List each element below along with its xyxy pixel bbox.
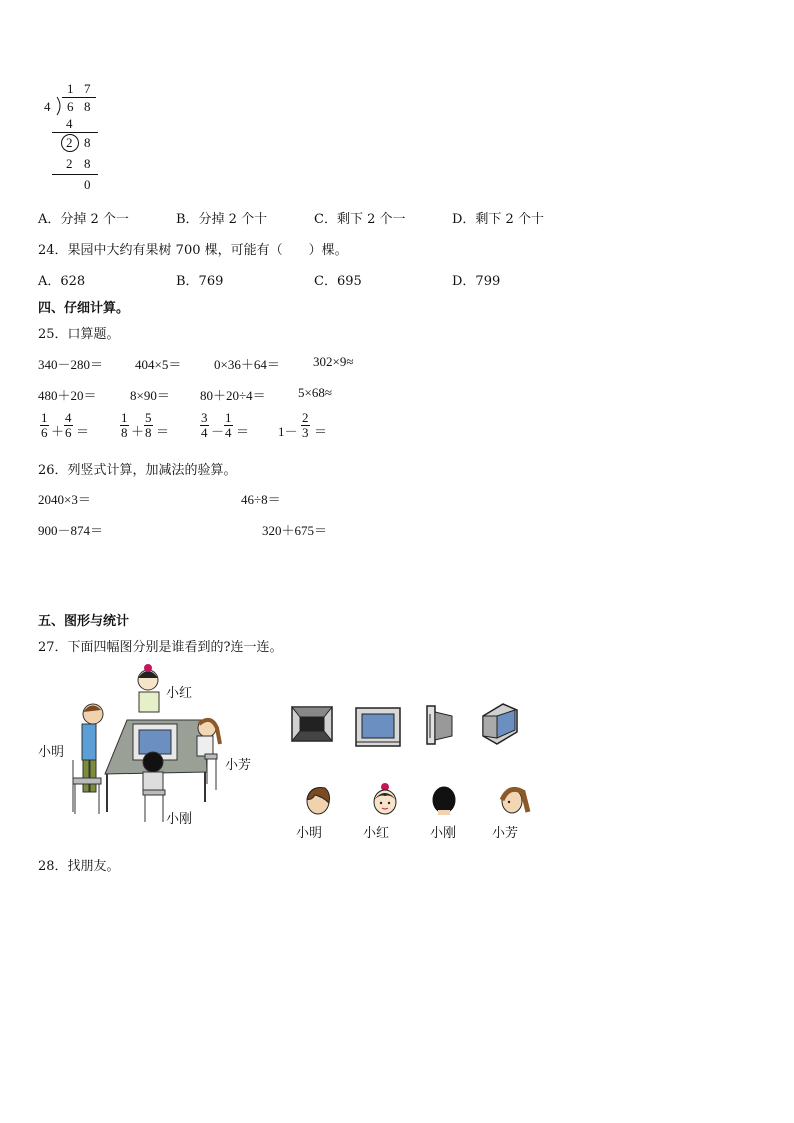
division-bar (62, 97, 96, 98)
scene-label-xiaogang: 小刚 (166, 812, 193, 827)
quotient-digit: 1 (67, 81, 74, 96)
operator: ＝ (156, 424, 170, 439)
face-label: 小明 (296, 826, 323, 841)
section5-title: 五、图形与统计 (38, 614, 130, 629)
remainder-digit: 2 (66, 135, 73, 150)
q24-option-d[interactable]: D．799 (452, 274, 501, 289)
q24-option-a[interactable]: A．628 (38, 274, 86, 289)
operator: 1－ (278, 424, 298, 439)
vertical-calc-item: 320＋675＝ (262, 523, 328, 538)
remainder-digit: 8 (84, 135, 91, 150)
step-line (52, 174, 98, 175)
q23-option-d[interactable]: D．剩下 2 个十 (452, 212, 544, 227)
divisor: 4 (44, 99, 51, 114)
operator: ＝ (236, 424, 250, 439)
calc-item: 302×9≈ (313, 354, 354, 369)
vertical-calc-item: 900－874＝ (38, 523, 104, 538)
q23-option-a[interactable]: A．分掉 2 个一 (38, 212, 129, 227)
q27-title: 27．下面四幅图分别是谁看到的?连一连。 (38, 640, 283, 655)
calc-item: 480＋20＝ (38, 388, 97, 403)
q23-option-b[interactable]: B．分掉 2 个十 (176, 212, 268, 227)
fraction: 1 8 (121, 410, 128, 440)
operator: ＝ (314, 424, 328, 439)
operator: ＋ (51, 424, 65, 439)
xiaohong-face-icon (370, 782, 400, 816)
q24-text: 24．果园中大约有果树 700 棵，可能有（ ）棵。 (38, 243, 348, 258)
xiaofang-face-icon (497, 782, 531, 818)
calc-item: 5×68≈ (298, 385, 332, 400)
fraction: 1 6 (41, 410, 48, 440)
vertical-calc-item: 2040×3＝ (38, 492, 91, 507)
operator: ＝ (76, 424, 90, 439)
final-remainder: 0 (84, 177, 91, 192)
q24-option-b[interactable]: B．769 (176, 274, 224, 289)
fraction: 2 3 (302, 410, 309, 440)
q25-title: 25．口算题。 (38, 327, 120, 342)
section4-title: 四、仔细计算。 (38, 301, 130, 316)
xiaoming-face-icon (303, 783, 333, 817)
step2-digit: 8 (84, 156, 91, 171)
dividend-digit: 8 (84, 99, 91, 114)
calc-item: 404×5＝ (135, 357, 182, 372)
calc-item: 8×90＝ (130, 388, 170, 403)
fraction: 4 6 (65, 410, 72, 440)
face-label: 小红 (363, 826, 390, 841)
computer-side-view-image[interactable] (426, 704, 458, 748)
q24-option-c[interactable]: C．695 (314, 274, 362, 289)
scene-label-xiaofang: 小芳 (225, 758, 252, 773)
computer-front-view-image[interactable] (355, 706, 403, 750)
face-label: 小刚 (430, 826, 457, 841)
division-bracket (55, 97, 65, 117)
quotient-digit: 7 (84, 81, 91, 96)
calc-item: 0×36＋64＝ (214, 357, 280, 372)
operator: － (211, 424, 225, 439)
calc-item: 80＋20÷4＝ (200, 388, 266, 403)
operator: ＋ (131, 424, 145, 439)
step1-product: 4 (66, 116, 73, 131)
computer-back-view-image[interactable] (291, 705, 335, 745)
calc-item: 340－280＝ (38, 357, 104, 372)
face-label: 小芳 (492, 826, 519, 841)
step-line (52, 132, 98, 133)
dividend-digit: 6 (67, 99, 74, 114)
q23-option-c[interactable]: C．剩下 2 个一 (314, 212, 406, 227)
q26-title: 26．列竖式计算，加减法的验算。 (38, 463, 237, 478)
scene-label-xiaoming: 小明 (38, 745, 65, 760)
scene-label-xiaohong: 小红 (166, 686, 193, 701)
vertical-calc-item: 46÷8＝ (241, 492, 281, 507)
xiaogang-face-icon (429, 782, 459, 816)
q28-title: 28．找朋友。 (38, 859, 120, 874)
fraction: 1 4 (225, 410, 232, 440)
fraction: 5 8 (145, 410, 152, 440)
computer-angled-view-image[interactable] (481, 702, 521, 746)
fraction: 3 4 (201, 410, 208, 440)
classroom-scene-illustration (35, 662, 265, 832)
step2-digit: 2 (66, 156, 73, 171)
